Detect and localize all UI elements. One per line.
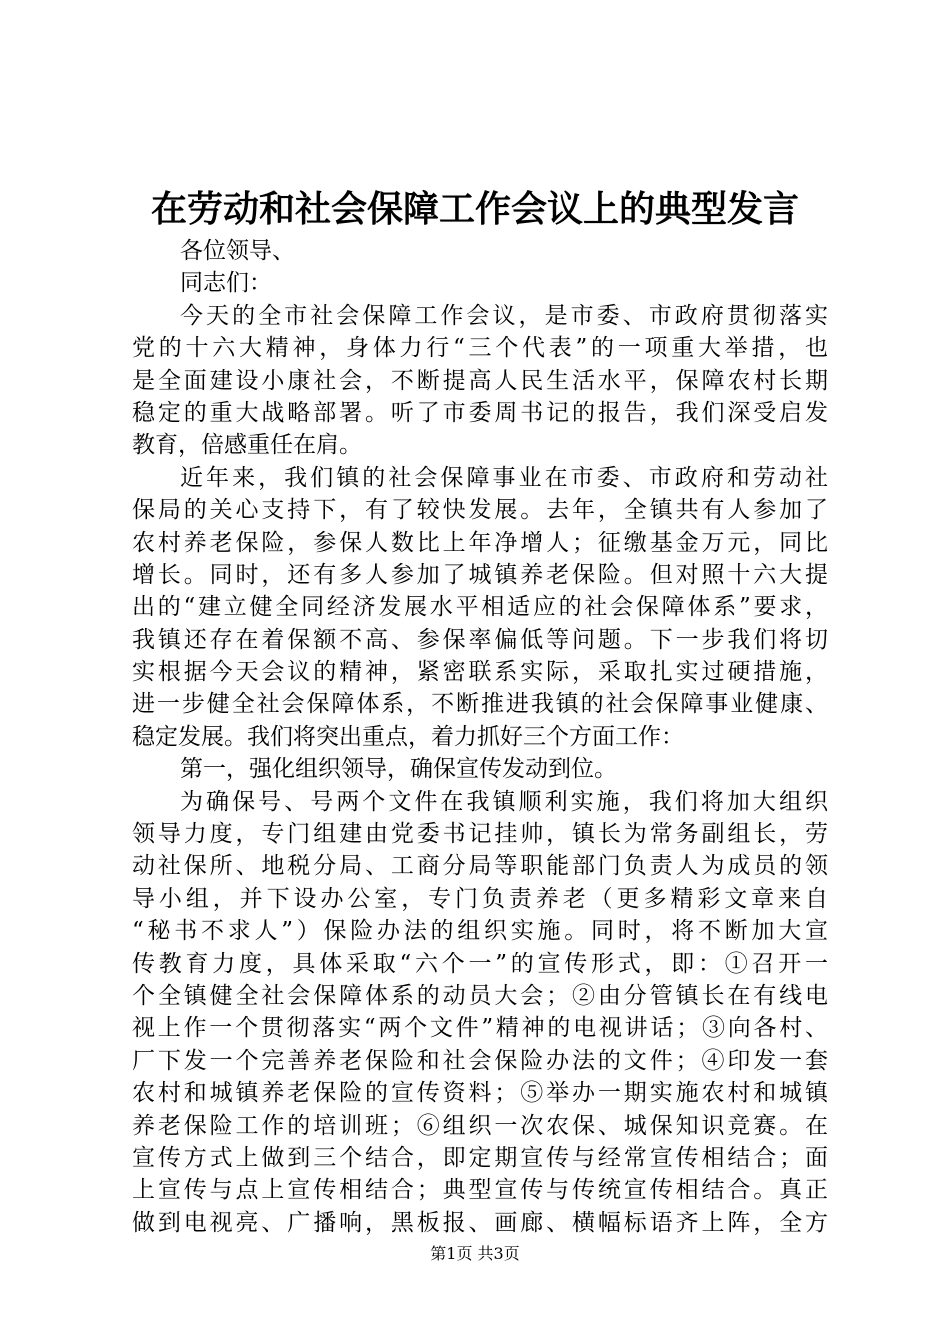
body-line: 为确保号、号两个文件在我镇顺利实施，我们将加大组织 (180, 788, 828, 815)
body-line: 今天的全市社会保障工作会议，是市委、市政府贯彻落实 (180, 302, 828, 329)
body-line: 传教育力度，具体采取“六个一”的宣传形式，即：①召开一 (132, 950, 828, 977)
page-footer: 第1页 共3页 (430, 1244, 520, 1263)
body-line: 进一步健全社会保障体系，不断推进我镇的社会保障事业健康、 (132, 691, 828, 718)
body-line: 我镇还存在着保额不高、参保率偏低等问题。下一步我们将切 (132, 626, 828, 653)
body-line: “秘书不求人”）保险办法的组织实施。同时，将不断加大宣 (132, 918, 828, 945)
body-line: 党的十六大精神，身体力行“三个代表”的一项重大举措，也 (132, 335, 828, 362)
body-line: 农村和城镇养老保险的宣传资料；⑤举办一期实施农村和城镇 (132, 1080, 828, 1107)
body-line: 出的“建立健全同经济发展水平相适应的社会保障体系”要求， (132, 594, 828, 621)
body-line: 近年来，我们镇的社会保障事业在市委、市政府和劳动社 (180, 464, 828, 491)
body-line: 同志们： (180, 270, 272, 297)
body-line: 是全面建设小康社会，不断提高人民生活水平，保障农村长期 (132, 367, 828, 394)
body-line: 保局的关心支持下，有了较快发展。去年，全镇共有人参加了 (132, 497, 828, 524)
body-line: 领导力度，专门组建由党委书记挂帅，镇长为常务副组长，劳 (132, 821, 828, 848)
body-line: 宣传方式上做到三个结合，即定期宣传与经常宣传相结合；面 (132, 1144, 828, 1171)
body-line: 养老保险工作的培训班；⑥组织一次农保、城保知识竞赛。在 (132, 1112, 828, 1139)
body-line: 各位领导、 (180, 238, 295, 264)
body-line: 稳定的重大战略部署。听了市委周书记的报告，我们深受启发 (132, 399, 828, 426)
body-line: 第一，强化组织领导，确保宣传发动到位。 (180, 756, 617, 783)
body-line: 导小组，并下设办公室，专门负责养老（更多精彩文章来自 (132, 885, 828, 912)
body-line: 实根据今天会议的精神，紧密联系实际，采取扎实过硬措施， (132, 659, 828, 686)
body-line: 视上作一个贯彻落实“两个文件”精神的电视讲话；③向各村、 (132, 1015, 828, 1042)
body-line: 厂下发一个完善养老保险和社会保险办法的文件；④印发一套 (132, 1047, 828, 1074)
body-line: 教育，倍感重任在肩。 (132, 432, 362, 459)
body-line: 稳定发展。我们将突出重点，着力抓好三个方面工作： (132, 723, 684, 750)
body-line: 做到电视亮、广播响，黑板报、画廊、横幅标语齐上阵，全方 (132, 1209, 828, 1236)
body-line: 个全镇健全社会保障体系的动员大会；②由分管镇长在有线电 (132, 982, 828, 1009)
document-body (132, 235, 828, 1239)
document-title: 在劳动和社会保障工作会议上的典型发言 (150, 188, 799, 230)
body-line: 动社保所、地税分局、工商分局等职能部门负责人为成员的领 (132, 853, 828, 880)
body-line: 增长。同时，还有多人参加了城镇养老保险。但对照十六大提 (132, 561, 828, 588)
body-line: 农村养老保险，参保人数比上年净增人；征缴基金万元，同比 (132, 529, 828, 556)
body-line: 上宣传与点上宣传相结合；典型宣传与传统宣传相结合。真正 (132, 1177, 828, 1204)
